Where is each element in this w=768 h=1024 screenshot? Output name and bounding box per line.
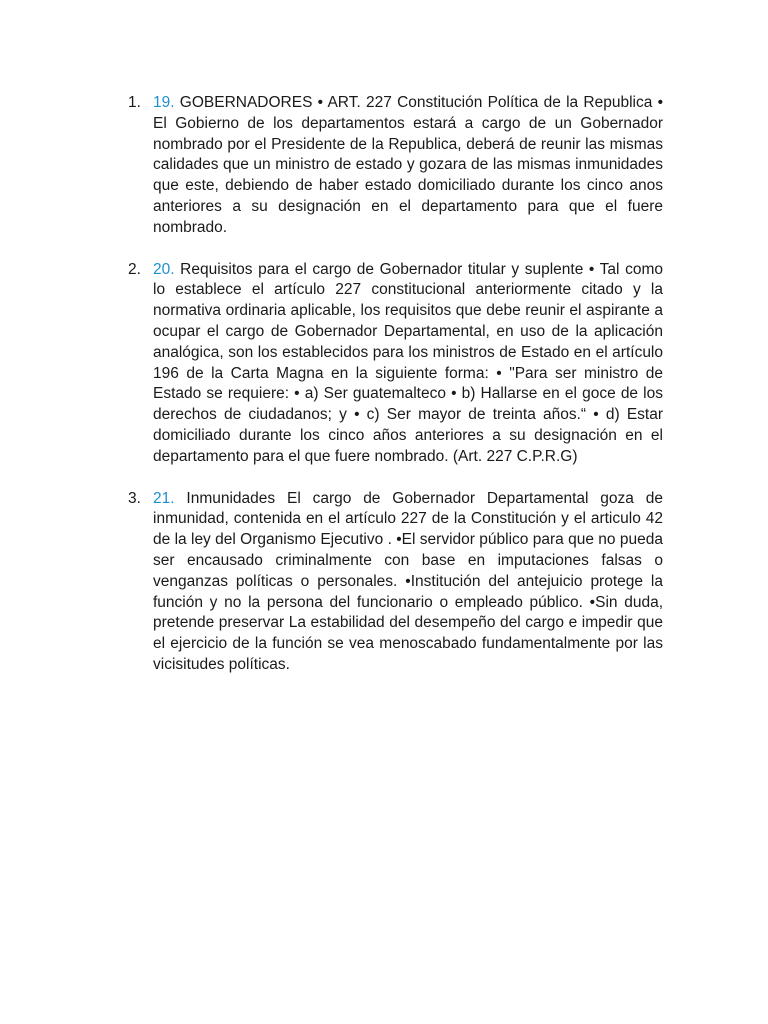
list-item bbox=[128, 93, 663, 239]
list-marker: 1. bbox=[128, 94, 141, 111]
list-item-text bbox=[153, 489, 663, 676]
list-item bbox=[128, 260, 663, 468]
list-marker: 2. bbox=[128, 260, 141, 278]
list-item-text bbox=[153, 260, 663, 468]
paragraph-text: Inmunidades El cargo de Gobernador Departamental goza de inmunidad, contenida en el artículo 227 de la Constitución y el articulo 42 de la ley del Organismo Ejecutivo . •El servidor público para que no pueda ser encausado criminalmente con base en imputaciones falsas o venganzas políticas o personales. •Institución del antejuicio protege la función y no la persona del funcionario o empleado público. •Sin duda, pretende preservar La estabilidad del desempeño del cargo e impedir que el ejercicio de la función se vea menoscabado fundamentalmente por las vicisitudes políticas. bbox=[153, 489, 663, 673]
list-item-text bbox=[153, 93, 663, 239]
list-marker: 3. bbox=[128, 489, 141, 507]
section-link-21[interactable]: 21. bbox=[153, 489, 175, 507]
section-link-20[interactable]: 20. bbox=[153, 260, 175, 278]
paragraph-text: GOBERNADORES • ART. 227 Constitución Política de la Republica • El Gobierno de los departamentos estará a cargo de un Gobernador nombrado por el Presidente de la Republica, deberá de reunir las mismas calidades que un ministro de estado y gozara de las mismas inmunidades que este, debiendo de haber estado domiciliado durante los cinco anos anteriores a su designación en el departamento para que el fuere nombrado. bbox=[153, 94, 663, 236]
numbered-list bbox=[128, 93, 663, 697]
paragraph-text: Requisitos para el cargo de Gobernador titular y suplente • Tal como lo establece el artículo 227 constitucional anteriormente citado y la normativa ordinaria aplicable, los requisitos que debe reunir el aspirante a ocupar el cargo de Gobernador Departamental, en uso de la aplicación analógica, son los establecidos para los ministros de Estado en el artículo 196 de la Carta Magna en la siguiente forma: • "Para ser ministro de Estado se requiere: • a) Ser guatemalteco • b) Hallarse en el goce de los derechos de ciudadanos; y • c) Ser mayor de treinta años.“ • d) Estar domiciliado durante los cinco años anteriores a su designación en el departamento para el que fuere nombrado. (Art. 227 C.P.R.G) bbox=[153, 260, 663, 465]
list-item bbox=[128, 489, 663, 676]
section-link-19[interactable]: 19. bbox=[153, 94, 175, 111]
